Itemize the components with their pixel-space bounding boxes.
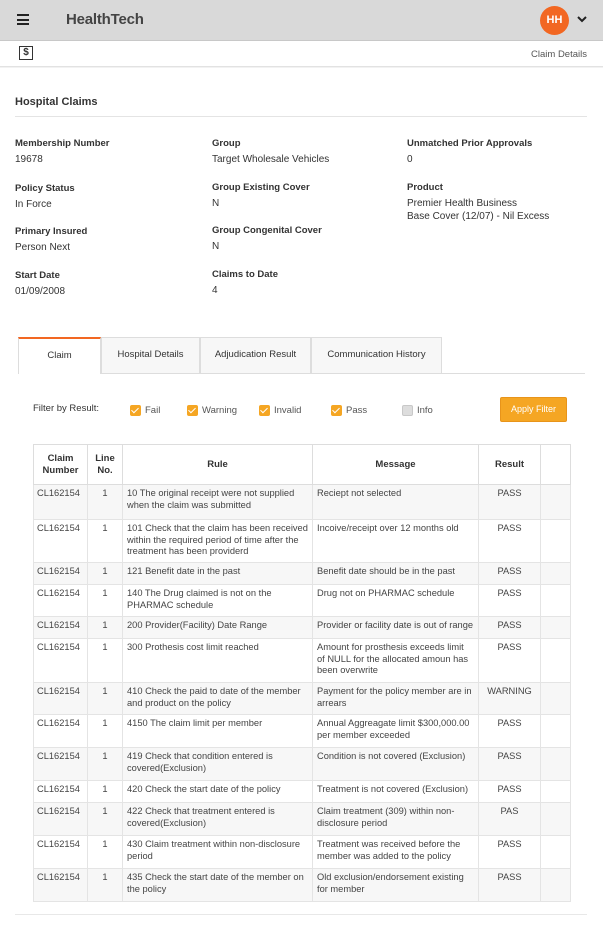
tab-adjudication-result[interactable]: Adjudication Result bbox=[200, 337, 311, 373]
cell-line-no: 1 bbox=[88, 869, 123, 902]
cell-claim-number: CL162154 bbox=[34, 563, 88, 585]
cell-claim-number: CL162154 bbox=[34, 617, 88, 639]
checkbox-unchecked-icon bbox=[402, 405, 413, 416]
tab-hospital-details[interactable]: Hospital Details bbox=[101, 337, 200, 373]
field-label: Claims to Date bbox=[212, 269, 278, 280]
cell-claim-number: CL162154 bbox=[34, 585, 88, 617]
cell-rule: 140 The Drug claimed is not on the PHARMAC schedule bbox=[123, 585, 313, 617]
cell-rule: 435 Check the start date of the member on the policy bbox=[123, 869, 313, 902]
cell-line-no: 1 bbox=[88, 585, 123, 617]
cell-empty bbox=[541, 585, 571, 617]
field-label: Membership Number bbox=[15, 138, 110, 149]
column-header-claim-number[interactable]: Claim Number bbox=[34, 445, 88, 485]
table-row[interactable] bbox=[34, 617, 571, 639]
field-unmatched-prior-approvals bbox=[407, 138, 532, 166]
cell-empty bbox=[541, 683, 571, 715]
cell-rule: 422 Check that treatment entered is covered(Exclusion) bbox=[123, 803, 313, 836]
table-row[interactable] bbox=[34, 781, 571, 803]
field-label: Unmatched Prior Approvals bbox=[407, 138, 533, 149]
cell-result: PASS bbox=[479, 748, 541, 781]
checkbox-label: Invalid bbox=[274, 404, 302, 416]
top-bar bbox=[0, 0, 603, 41]
cell-empty bbox=[541, 748, 571, 781]
table-row[interactable] bbox=[34, 683, 571, 715]
table-row[interactable] bbox=[34, 748, 571, 781]
filter-info-checkbox[interactable] bbox=[402, 404, 433, 416]
field-value: N bbox=[212, 198, 220, 209]
cell-line-no: 1 bbox=[88, 715, 123, 748]
cell-line-no: 1 bbox=[88, 803, 123, 836]
sub-bar bbox=[0, 41, 603, 67]
field-membership-number bbox=[15, 138, 110, 166]
cell-claim-number: CL162154 bbox=[34, 520, 88, 563]
filter-fail-checkbox[interactable] bbox=[130, 404, 160, 416]
field-label: Group Existing Cover bbox=[212, 182, 310, 193]
field-primary-insured bbox=[15, 226, 87, 254]
field-start-date bbox=[15, 270, 65, 298]
cell-line-no: 1 bbox=[88, 781, 123, 803]
column-header-line-no[interactable]: Line No. bbox=[88, 445, 123, 485]
chevron-down-icon[interactable] bbox=[576, 13, 588, 25]
checkbox-label: Pass bbox=[346, 404, 368, 416]
cell-empty bbox=[541, 520, 571, 563]
cell-result: PASS bbox=[479, 715, 541, 748]
cell-message: Drug not on PHARMAC schedule bbox=[313, 585, 479, 617]
cell-empty bbox=[541, 803, 571, 836]
cell-empty bbox=[541, 617, 571, 639]
cell-claim-number: CL162154 bbox=[34, 781, 88, 803]
filter-invalid-checkbox[interactable] bbox=[259, 404, 301, 416]
avatar[interactable]: HH bbox=[540, 6, 569, 35]
cell-rule: 200 Provider(Facility) Date Range bbox=[123, 617, 313, 639]
field-value: Premier Health Business bbox=[407, 198, 518, 209]
cell-rule: 419 Check that condition entered is covered(Exclusion) bbox=[123, 748, 313, 781]
table-row[interactable] bbox=[34, 585, 571, 617]
cell-result: PASS bbox=[479, 563, 541, 585]
field-group-congenital-cover bbox=[212, 225, 322, 253]
table-row[interactable] bbox=[34, 639, 571, 683]
cell-message: Claim treatment (309) within non-disclosure period bbox=[313, 803, 479, 836]
cell-rule: 300 Prothesis cost limit reached bbox=[123, 639, 313, 683]
cell-rule: 4150 The claim limit per member bbox=[123, 715, 313, 748]
column-header-result[interactable]: Result bbox=[479, 445, 541, 485]
field-value: N bbox=[212, 241, 220, 252]
table-row[interactable] bbox=[34, 803, 571, 836]
cell-result: PASS bbox=[479, 585, 541, 617]
cell-message: Condition is not covered (Exclusion) bbox=[313, 748, 479, 781]
field-label: Group Congenital Cover bbox=[212, 225, 322, 236]
cell-line-no: 1 bbox=[88, 617, 123, 639]
cell-claim-number: CL162154 bbox=[34, 639, 88, 683]
cell-line-no: 1 bbox=[88, 563, 123, 585]
cell-result: PASS bbox=[479, 617, 541, 639]
cell-result: PASS bbox=[479, 485, 541, 520]
cell-message: Annual Aggreagate limit $300,000.00 per member exceeded bbox=[313, 715, 479, 748]
checkbox-checked-icon bbox=[130, 405, 141, 416]
tab-communication-history[interactable]: Communication History bbox=[311, 337, 442, 373]
field-label: Policy Status bbox=[15, 183, 75, 194]
table-row[interactable] bbox=[34, 715, 571, 748]
checkbox-checked-icon bbox=[259, 405, 270, 416]
cell-empty bbox=[541, 639, 571, 683]
cell-message: Treatment is not covered (Exclusion) bbox=[313, 781, 479, 803]
apply-filter-button[interactable]: Apply Filter bbox=[500, 397, 567, 422]
field-group-existing-cover bbox=[212, 182, 310, 210]
cell-message: Treatment was received before the member was added to the policy bbox=[313, 836, 479, 869]
checkbox-checked-icon bbox=[187, 405, 198, 416]
table-row[interactable] bbox=[34, 563, 571, 585]
title-divider bbox=[15, 116, 587, 117]
field-policy-status bbox=[15, 183, 75, 211]
cell-message: Benefit date should be in the past bbox=[313, 563, 479, 585]
cell-result: PAS bbox=[479, 803, 541, 836]
cell-line-no: 1 bbox=[88, 683, 123, 715]
cell-line-no: 1 bbox=[88, 748, 123, 781]
checkbox-label: Info bbox=[417, 404, 433, 416]
checkbox-label: Warning bbox=[202, 404, 238, 416]
field-label: Product bbox=[407, 182, 443, 193]
page-title: Hospital Claims bbox=[15, 96, 98, 108]
cell-message: Reciept not selected bbox=[313, 485, 479, 520]
table-header-row bbox=[34, 445, 571, 485]
table-row[interactable] bbox=[34, 520, 571, 563]
cell-line-no: 1 bbox=[88, 836, 123, 869]
table-row[interactable] bbox=[34, 836, 571, 869]
cell-line-no: 1 bbox=[88, 520, 123, 563]
column-header-message[interactable]: Message bbox=[313, 445, 479, 485]
cell-message: Payment for the policy member are in arrears bbox=[313, 683, 479, 715]
cell-message: Old exclusion/endorsement existing for member bbox=[313, 869, 479, 902]
tab-divider bbox=[101, 373, 585, 374]
field-value: 0 bbox=[407, 154, 413, 165]
cell-result: PASS bbox=[479, 869, 541, 902]
table-row[interactable] bbox=[34, 485, 571, 520]
dollar-icon: $ bbox=[19, 46, 33, 60]
cell-claim-number: CL162154 bbox=[34, 869, 88, 902]
field-label: Start Date bbox=[15, 270, 60, 281]
cell-line-no: 1 bbox=[88, 639, 123, 683]
field-label: Group bbox=[212, 138, 241, 149]
cell-rule: 420 Check the start date of the policy bbox=[123, 781, 313, 803]
cell-result: WARNING bbox=[479, 683, 541, 715]
column-header-empty bbox=[541, 445, 571, 485]
cell-claim-number: CL162154 bbox=[34, 748, 88, 781]
cell-result: PASS bbox=[479, 781, 541, 803]
field-label: Primary Insured bbox=[15, 226, 88, 237]
filter-label: Filter by Result: bbox=[33, 403, 99, 414]
breadcrumb: Claim Details bbox=[531, 49, 587, 60]
checkbox-label: Fail bbox=[145, 404, 161, 416]
table-row[interactable] bbox=[34, 869, 571, 902]
cell-empty bbox=[541, 836, 571, 869]
cell-empty bbox=[541, 563, 571, 585]
cell-message: Amount for prosthesis exceeds limit of NULL for the allocated amoun has been overwrite bbox=[313, 639, 479, 683]
cell-result: PASS bbox=[479, 836, 541, 869]
field-product bbox=[407, 182, 549, 223]
checkbox-checked-icon bbox=[331, 405, 342, 416]
field-group bbox=[212, 138, 329, 166]
cell-claim-number: CL162154 bbox=[34, 683, 88, 715]
panel-bottom-divider bbox=[15, 914, 587, 915]
field-value: Base Cover (12/07) - Nil Excess bbox=[407, 211, 550, 222]
field-value: 01/09/2008 bbox=[15, 286, 66, 297]
cell-claim-number: CL162154 bbox=[34, 485, 88, 520]
cell-rule: 430 Claim treatment within non-disclosure period bbox=[123, 836, 313, 869]
cell-rule: 10 The original receipt were not supplied when the claim was submitted bbox=[123, 485, 313, 520]
main-panel bbox=[0, 68, 603, 927]
app-logo[interactable]: HealthTech bbox=[66, 11, 144, 28]
cell-claim-number: CL162154 bbox=[34, 715, 88, 748]
cell-rule: 101 Check that the claim has been received within the required period of time after the treatment has been providerd bbox=[123, 520, 313, 563]
results-table bbox=[33, 444, 571, 902]
field-value: In Force bbox=[15, 199, 52, 210]
field-value: 19678 bbox=[15, 154, 43, 165]
cell-empty bbox=[541, 715, 571, 748]
field-value: Person Next bbox=[15, 242, 71, 253]
field-value: Target Wholesale Vehicles bbox=[212, 154, 330, 165]
cell-rule: 410 Check the paid to date of the member and product on the policy bbox=[123, 683, 313, 715]
filter-warning-checkbox[interactable] bbox=[187, 404, 237, 416]
cell-line-no: 1 bbox=[88, 485, 123, 520]
cell-result: PASS bbox=[479, 520, 541, 563]
cell-rule: 121 Benefit date in the past bbox=[123, 563, 313, 585]
cell-empty bbox=[541, 485, 571, 520]
cell-message: Incoive/receipt over 12 months old bbox=[313, 520, 479, 563]
menu-icon[interactable] bbox=[17, 14, 29, 25]
cell-result: PASS bbox=[479, 639, 541, 683]
field-claims-to-date bbox=[212, 269, 278, 297]
tab-claim[interactable]: Claim bbox=[18, 337, 101, 374]
field-value: 4 bbox=[212, 285, 218, 296]
cell-claim-number: CL162154 bbox=[34, 836, 88, 869]
cell-empty bbox=[541, 781, 571, 803]
column-header-rule[interactable]: Rule bbox=[123, 445, 313, 485]
cell-empty bbox=[541, 869, 571, 902]
cell-message: Provider or facility date is out of range bbox=[313, 617, 479, 639]
filter-pass-checkbox[interactable] bbox=[331, 404, 367, 416]
cell-claim-number: CL162154 bbox=[34, 803, 88, 836]
